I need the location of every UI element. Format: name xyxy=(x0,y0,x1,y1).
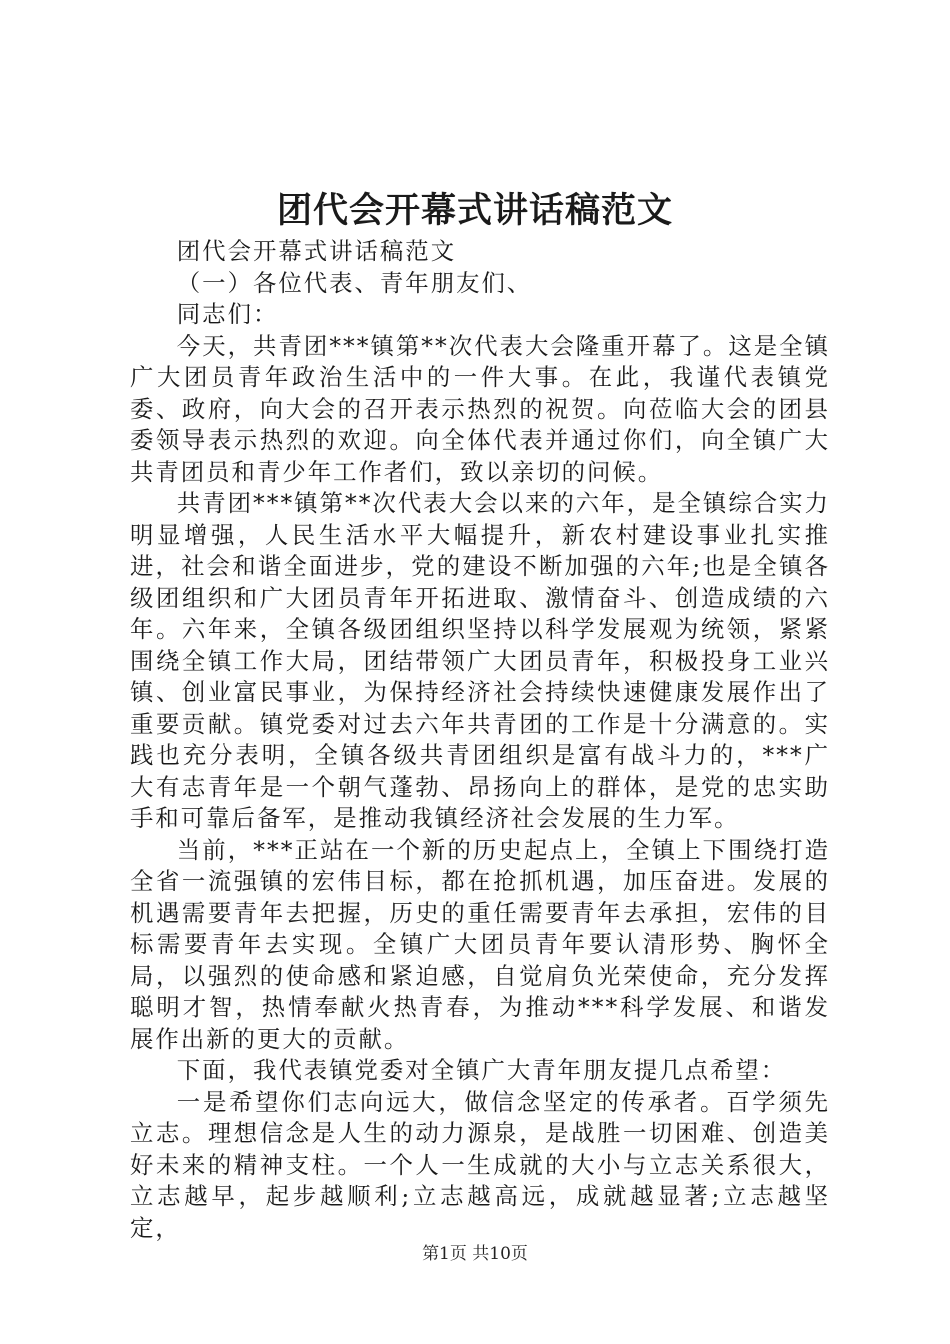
paragraph-current: 当前，***正站在一个新的历史起点上，全镇上下围绕打造全省一流强镇的宏伟目标，都在抢抓机遇，加压奋进。发展的机遇需要青年去把握，历史的重任需要青年去承担，宏伟的目标需要青年去实现。全镇广大团员青年要认清形势、胸怀全局，以强烈的使命感和紧迫感，自觉肩负光荣使命，充分发挥聪明才智，热情奉献火热青春，为推动***科学发展、和谐发展作出新的更大的贡献。 xyxy=(130,835,830,1053)
document-body xyxy=(130,236,830,1244)
page-footer: 第1页 共10页 xyxy=(422,1244,528,1264)
paragraph-hope-one: 一是希望你们志向远大，做信念坚定的传承者。百学须先立志。理想信念是人生的动力源泉，是战胜一切困难、创造美好未来的精神支柱。一个人一生成就的大小与立志关系很大，立志越早，起步越顺利;立志越高远，成就越显著;立志越坚定， xyxy=(130,1087,830,1242)
paragraph-review: 共青团***镇第**次代表大会以来的六年，是全镇综合实力明显增强，人民生活水平大幅提升，新农村建设事业扎实推进，社会和谐全面进步，党的建设不断加强的六年;也是全镇各级团组织和广大团员青年开拓进取、激情奋斗、创造成绩的六年。六年来，全镇各级团组织坚持以科学发展观为统领，紧紧围绕全镇工作大局，团结带领广大团员青年，积极投身工业兴镇、创业富民事业，为保持经济社会持续快速健康发展作出了重要贡献。镇党委对过去六年共青团的工作是十分满意的。实践也充分表明，全镇各级共青团组织是富有战斗力的，***广大有志青年是一个朝气蓬勃、昂扬向上的群体，是党的忠实助手和可靠后备军，是推动我镇经济社会发展的生力军。 xyxy=(130,489,830,832)
paragraph-opening: 今天，共青团***镇第**次代表大会隆重开幕了。这是全镇广大团员青年政治生活中的一件大事。在此，我谨代表镇党委、政府，向大会的召开表示热烈的祝贺。向莅临大会的团县委领导表示热烈的欢迎。向全体代表并通过你们，向全镇广大共青团员和青少年工作者们，致以亲切的问候。 xyxy=(130,331,830,486)
paragraph-hopes-intro: 下面，我代表镇党委对全镇广大青年朋友提几点希望： xyxy=(176,1056,787,1084)
paragraph-section-heading: （一）各位代表、青年朋友们、 xyxy=(176,268,533,297)
paragraph-salutation: 同志们： xyxy=(176,300,279,328)
paragraph-subtitle: 团代会开幕式讲话稿范文 xyxy=(176,237,457,265)
document-title: 团代会开幕式讲话稿范文 xyxy=(276,190,673,231)
